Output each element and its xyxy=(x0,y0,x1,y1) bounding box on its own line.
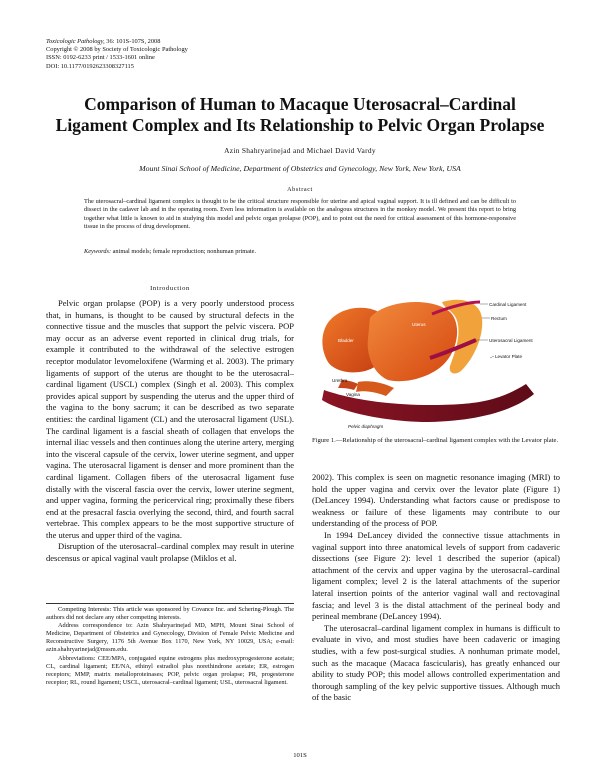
journal-header xyxy=(46,38,346,71)
figure-1-caption: Figure 1.—Relationship of the uterosacral–cardinal ligament complex with the Levator plate. xyxy=(312,437,559,444)
paper-title xyxy=(40,94,560,136)
footnote-address: Address correspondence to: Azin Shahryarinejad MD, MPH, Mount Sinai School of Medicine, Department of Obstetrics and Gynecology, Division of Female Pelvic Medicine and Reconstructive Surgery, 1176 5th Avenue Box 1170, New York, NY 10029, USA; e-mail: azin.shahryarinejad@mssm.edu. xyxy=(46,622,294,654)
figure-label-rectum: Rectum xyxy=(491,316,507,321)
introduction-heading: Introduction xyxy=(150,285,190,292)
left-column xyxy=(46,298,294,600)
intro-paragraph-1: Pelvic organ prolapse (POP) is a very poorly understood process that, in humans, is thought to be caused by structural defects in the connective tissue and the muscles that support the pelvic viscera. POP may occur as an adverse event reported in clinical drug trials, for example it contributed to the withdrawal of the selective estrogen receptor modulator levomeloxifene (Warming et al. 2003). The primary ligaments of support of the uterus are thought to be the uterosacral–cardinal ligament (USCL) complex (Singh et al. 2003). This complex provides apical support by suspending the uterus and the upper third of the vagina to the bony sacrum; it can be described as two separate entities: the cardinal ligament (CL) and the uterosacral ligament (USL). The cardinal ligament is a fascial sheath of collagen that envelops the internal iliac vessels and then continues along the uterine artery, merging into the visceral capsule of the cervix, lower uterine segment, and upper vagina. The uterosacral ligament is denser and more prominent than the cardinal ligament. Collagen fibers of the uterosacral ligament fuse distally with the visceral fascia over the cervix, lower uterine segment, and upper vagina, forming the pericervical ring; proximally these fibers end at the presacral fascia overlying the second, third, and fourth sacral vertebrae. This complex appears to be the most supportive structure of the uterus and upper third of the vagina. xyxy=(46,298,294,540)
affiliation: Mount Sinai School of Medicine, Department of Obstetrics and Gynecology, New York, New York, USA xyxy=(139,164,461,173)
figure-label-cardinal: Cardinal Ligament xyxy=(489,302,527,307)
authors: Azin Shahryarinejad and Michael David Vardy xyxy=(224,146,376,155)
anatomy-illustration xyxy=(312,296,560,434)
figure-1 xyxy=(312,296,560,434)
page-number: 101S xyxy=(293,752,307,759)
footnote-abbreviations: Abbreviations: CEE/MPA, conjugated equine estrogens plus medroxyprogesterone acetate; CL, cardinal ligament; EE/NA, ethinyl estradiol plus norethindrone acetate; ER, estrogen receptors; MMP, matrix metalloproteinases; POP, pelvic organ prolapse; PR, progesterone receptor; RL, round ligament; USCL, uterosacral–cardinal ligament; USL, uterosacral ligament. xyxy=(46,654,294,686)
figure-label-urethra: Urethra xyxy=(332,378,348,383)
vagina-shape xyxy=(356,381,394,396)
right-paragraph-2: In 1994 DeLancey divided the connective tissue attachments in vaginal support into three anatomical levels of support from cadaveric dissections (see Figure 2): level 1 described the superior (apical) attachment of the cervix and upper vagina by the uterosacral–cardinal ligament complex; level 2 is the lateral attachments of the superior lateral insertion points of the anterior vaginal wall and rectovaginal fascia; and level 3 is the distal attachment of the perineal body and perineal membrane (DeLancey 1994). xyxy=(312,529,560,622)
intro-paragraph-2: Disruption of the uterosacral–cardinal complex may result in uterine descensus or apical vaginal vault prolapse (Miklos et al. xyxy=(46,541,294,564)
footnotes xyxy=(46,606,294,687)
figure-label-uterosacral: Uterosacral Ligament xyxy=(489,338,533,343)
right-column xyxy=(312,472,560,772)
journal-doi: DOI: 10.1177/0192623308327115 xyxy=(46,62,134,70)
right-paragraph-3: The uterosacral–cardinal ligament complex in humans is difficult to evaluate in vivo, and most studies have been cadaveric or imaging studies, with a few post-surgical studies. A nonhuman primate model, such as the macaque (Macaca fascicularis), has greatly enhanced our ability to study POP; this model allows controlled experimentation and thorough sampling of the key pelvic supportive tissues. Although much of the basic xyxy=(312,622,560,703)
keywords-text: animal models; female reproduction; nonhuman primate. xyxy=(112,248,257,255)
footnote-rule xyxy=(46,603,294,604)
uterus-shape xyxy=(368,302,457,381)
title-line-1: Comparison of Human to Macaque Uterosacral–Cardinal xyxy=(84,94,516,114)
abstract-text: The uterosacral–cardinal ligament complex is thought to be the critical structure responsible for uterine and apical vaginal support. It is ill defined and can be difficult to dissect in the cadaver lab and in the operating room. Even less information is available on the analogous structures in the monkey model. We present this report to bring together what little is known to aid in studying this model and pelvic organ prolapse (POP), and to point out the need for critical assessment of this hormone-responsive tissue in the process of drug development. xyxy=(84,198,516,230)
figure-label-pelvic-diaphragm: Pelvic diaphragm xyxy=(348,424,384,429)
journal-name: Toxicologic Pathology, xyxy=(46,38,105,45)
title-line-2: Ligament Complex and Its Relationship to Pelvic Organ Prolapse xyxy=(55,115,545,135)
abstract-heading: Abstract xyxy=(287,186,313,193)
journal-issn: ISSN: 0192-6233 print / 1533-1601 online xyxy=(46,54,155,62)
figure-label-bladder: Bladder xyxy=(338,338,354,343)
figure-label-vagina: Vagina xyxy=(346,392,360,397)
journal-copyright: Copyright © 2008 by Society of Toxicologic Pathology xyxy=(46,46,188,54)
footnote-competing-interests: Competing Interests: This article was sponsored by Covance Inc. and Schering-Plough. The authors did not declare any other competing interests. xyxy=(46,606,294,622)
figure-label-uterus: Uterus xyxy=(412,322,426,327)
keywords xyxy=(84,248,516,255)
journal-volume: 36: 101S-107S, 2008 xyxy=(104,38,161,45)
figure-label-levator: Levator Plate xyxy=(495,354,523,359)
right-paragraph-1: 2002). This complex is seen on magnetic resonance imaging (MRI) to hold the upper vagina and cervix over the levator plate (Figure 1) (DeLancey 1994). Understanding what factors cause or predispose to weakness or failure of these ligaments may contribute to our understanding of the process of POP. xyxy=(312,472,560,529)
keywords-label: Keywords: xyxy=(84,248,112,255)
